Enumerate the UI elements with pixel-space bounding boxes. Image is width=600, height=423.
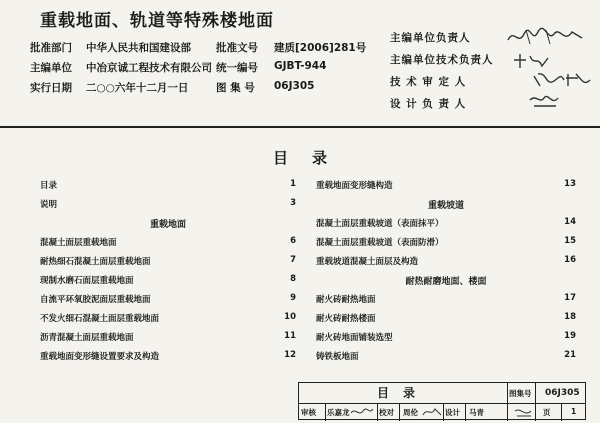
toc-item[interactable]: 铸铁板地面 21 <box>316 350 576 362</box>
meta-value: GJBT-944 <box>274 60 327 72</box>
toc-item[interactable]: 耐火砖耐热楼面 18 <box>316 312 576 324</box>
atlas-number-label: 图集号 <box>509 389 532 398</box>
review-label: 审核 <box>301 408 316 417</box>
toc-item[interactable]: 混凝土面层重载坡道（表面抹平） 14 <box>316 217 576 229</box>
header-divider <box>0 126 600 128</box>
toc-section-heading: 耐热耐磨地面、楼面 <box>405 277 487 287</box>
toc-item[interactable]: 耐热细石混凝土面层重载地面 7 <box>40 255 296 267</box>
toc-item[interactable]: 混凝土面层重载地面 6 <box>40 236 296 248</box>
signature-mark-icon <box>349 405 375 419</box>
title-block-divider <box>299 403 585 404</box>
responsible-tech-chief: 主编单位技术负责人 <box>390 54 494 66</box>
signature-mark-icon <box>421 405 443 419</box>
page-label: 页 <box>543 408 551 417</box>
toc-item[interactable]: 沥青混凝土面层重载地面 11 <box>40 331 296 343</box>
signature-reviewer <box>532 70 594 94</box>
design-label: 设计 <box>445 408 460 417</box>
toc-heading: 目录 <box>272 149 351 167</box>
meta-value: 06J305 <box>274 80 315 92</box>
meta-label: 主编单位 <box>30 62 72 74</box>
toc-item[interactable]: 混凝土面层重载坡道（表面防滑） 15 <box>316 236 576 248</box>
signature-designer <box>528 92 562 116</box>
meta-label: 图 集 号 <box>216 82 255 94</box>
meta-value: 中华人民共和国建设部 <box>86 42 191 54</box>
meta-label: 实行日期 <box>30 82 72 94</box>
toc-section-heading: 重载坡道 <box>427 201 464 211</box>
toc-item[interactable]: 重载地面变形缝设置要求及构造 12 <box>40 350 296 362</box>
title-block <box>298 382 586 420</box>
toc-item[interactable]: 自流平环氧胶泥面层重载地面 9 <box>40 293 296 305</box>
designer-name: 马青 <box>469 408 484 417</box>
meta-label: 批准部门 <box>30 42 72 54</box>
toc-section-heading: 重载地面 <box>149 220 186 230</box>
toc-item[interactable]: 说明 3 <box>40 198 296 210</box>
toc-item[interactable]: 现制水磨石面层重载地面 8 <box>40 274 296 286</box>
toc-item[interactable]: 重载坡道混凝土面层及构造 16 <box>316 255 576 267</box>
atlas-number: 06J305 <box>545 388 580 398</box>
signature-mark-icon <box>513 405 535 419</box>
reviewer-name: 乐嘉龙 <box>327 408 350 417</box>
responsible-designer: 设 计 负 责 人 <box>390 98 467 110</box>
toc-item[interactable]: 耐火砖地面铺装选型 19 <box>316 331 576 343</box>
responsible-reviewer: 技 术 审 定 人 <box>390 76 467 88</box>
meta-label: 统一编号 <box>216 62 258 74</box>
check-label: 校对 <box>379 408 394 417</box>
meta-value: 中冶京诚工程技术有限公司 <box>86 62 212 74</box>
toc-item[interactable]: 目录 1 <box>40 179 296 191</box>
page-number: 1 <box>571 407 577 416</box>
document-title: 重载地面、轨道等特殊楼地面 <box>40 11 274 31</box>
signature-chief <box>506 26 586 52</box>
responsible-chief: 主编单位负责人 <box>390 32 471 44</box>
toc-item[interactable]: 耐火砖耐热地面 17 <box>316 293 576 305</box>
meta-value: 建质[2006]281号 <box>274 42 367 54</box>
toc-item[interactable]: 不发火细石混凝土面层重载地面 10 <box>40 312 296 324</box>
meta-value: 二○○六年十二月一日 <box>86 82 189 94</box>
meta-label: 批准文号 <box>216 42 258 54</box>
sheet-name: 目录 <box>376 386 429 400</box>
toc-item[interactable]: 重载地面变形缝构造 13 <box>316 179 576 191</box>
checker-name: 周伦 <box>403 408 418 417</box>
